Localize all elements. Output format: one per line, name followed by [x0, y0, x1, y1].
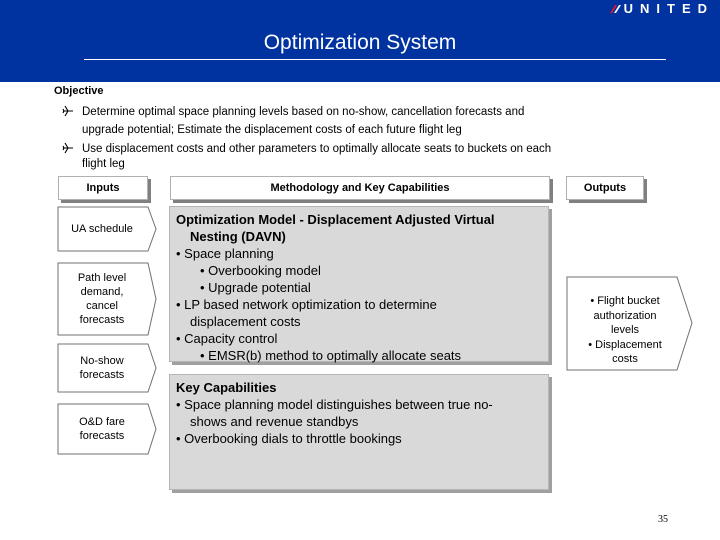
input-label: forecasts: [79, 314, 125, 326]
output-label: • Displacement: [588, 338, 662, 351]
input-label: No-show: [80, 355, 124, 367]
input-od-fare-forecasts: [58, 404, 146, 454]
methodology-header: Methodology and Key Capabilities: [170, 176, 550, 200]
objective-bullet-2-line1: Use displacement costs and other parameters to optimally allocate seats to buckets on each: [82, 143, 552, 155]
output-label: authorization: [593, 309, 657, 322]
airplane-icon: [62, 105, 74, 117]
objective-bullet-1-line1: Determine optimal space planning levels based on no-show, cancellation forecasts and: [82, 106, 525, 118]
input-label: O&D fare: [79, 416, 125, 428]
output-label: costs: [612, 353, 638, 365]
model-item-upgrade: • Upgrade potential: [200, 280, 311, 295]
header-bar: [0, 0, 720, 82]
capability-item-space-planning: • Space planning model distinguishes between true no-: [176, 397, 493, 412]
objective-heading: Objective: [54, 85, 104, 97]
input-no-show-forecasts: [58, 344, 146, 392]
model-item-lp: • LP based network optimization to determine: [176, 297, 437, 312]
outputs-list: [570, 294, 680, 367]
page-number: 35: [658, 514, 668, 525]
output-label: • Flight bucket: [590, 295, 660, 307]
model-title-line1: Optimization Model - Displacement Adjusted Virtual: [176, 212, 495, 227]
outputs-header: Outputs: [566, 176, 644, 200]
optimization-model-box: [169, 206, 549, 362]
model-item-capacity: • Capacity control: [176, 331, 278, 346]
title-underline: [84, 59, 666, 60]
brand: [610, 1, 714, 16]
model-item-overbooking: • Overbooking model: [200, 263, 321, 278]
capability-item-space-planning-cont: shows and revenue standbys: [190, 414, 359, 429]
input-label: Path level: [77, 272, 127, 284]
objective-bullet-2-line2: flight leg: [82, 158, 125, 170]
model-item-emsr: • EMSR(b) method to optimally allocate seats: [200, 348, 462, 363]
input-label: UA schedule: [71, 223, 133, 235]
capabilities-title: Key Capabilities: [176, 380, 277, 395]
page-title: Optimization System: [263, 31, 457, 54]
input-label: demand,: [80, 286, 124, 298]
input-path-level-demand: [58, 263, 146, 335]
inputs-header: Inputs: [58, 176, 148, 200]
input-label: forecasts: [79, 430, 125, 442]
model-item-space-planning: • Space planning: [176, 246, 274, 261]
model-title-line2: Nesting (DAVN): [190, 229, 286, 244]
brand-text: UNITED: [623, 1, 714, 16]
model-item-lp-cont: displacement costs: [190, 314, 301, 329]
input-label: cancel: [86, 300, 118, 312]
input-ua-schedule: [58, 207, 146, 251]
input-label: forecasts: [79, 369, 125, 381]
united-logo-icon: [610, 5, 622, 14]
objective-bullet-1-line2: upgrade potential; Estimate the displacement costs of each future flight leg: [82, 124, 462, 136]
capability-item-overbooking: • Overbooking dials to throttle bookings: [176, 431, 402, 446]
output-label: levels: [610, 324, 640, 336]
airplane-icon: [62, 142, 74, 154]
key-capabilities-box: [169, 374, 549, 490]
